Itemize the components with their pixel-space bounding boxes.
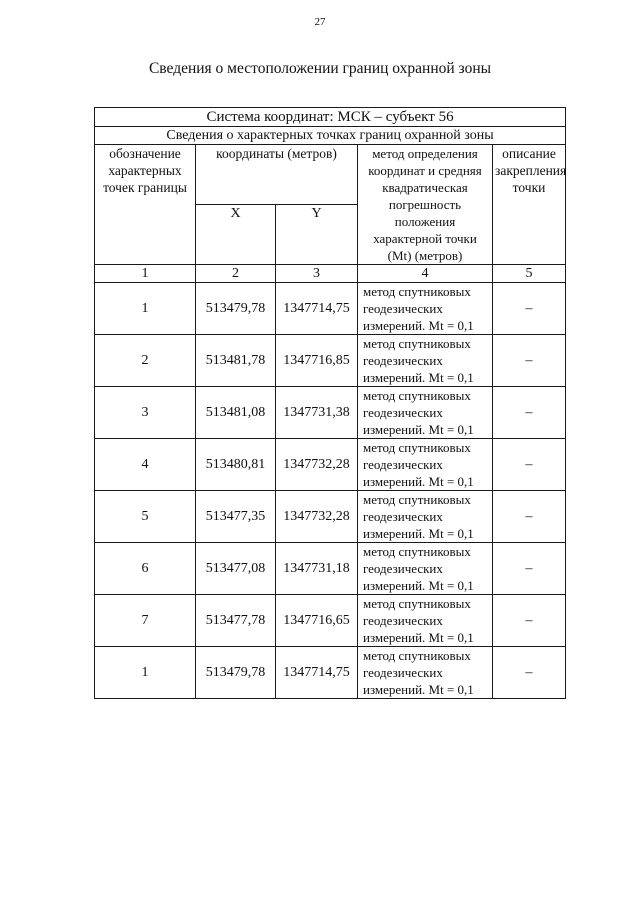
- cell-point: 3: [95, 387, 196, 439]
- table-body: [95, 283, 566, 699]
- header-method: метод определения координат и средняя квадратическая погрешность положения характерной точки (Mt) (метров): [358, 145, 493, 265]
- cell-point: 7: [95, 595, 196, 647]
- table-row: [95, 439, 566, 491]
- column-number: 1: [95, 265, 196, 283]
- cell-method: метод спутниковых геодезических измерений. Mt = 0,1: [358, 335, 493, 387]
- header-row: [95, 145, 566, 205]
- column-number: 4: [358, 265, 493, 283]
- header-coordinates: координаты (метров): [196, 145, 358, 205]
- header-y: Y: [276, 205, 358, 265]
- page-number: 27: [314, 16, 326, 28]
- cell-x: 513481,08: [196, 387, 276, 439]
- cell-method: метод спутниковых геодезических измерений. Mt = 0,1: [358, 491, 493, 543]
- cell-point: 1: [95, 283, 196, 335]
- cell-x: 513477,08: [196, 543, 276, 595]
- cell-point: 4: [95, 439, 196, 491]
- table-row: [95, 595, 566, 647]
- cell-point: 6: [95, 543, 196, 595]
- table-row: [95, 491, 566, 543]
- header-designation: обозначение характерных точек границы: [95, 145, 196, 265]
- cell-y: 1347716,85: [276, 335, 358, 387]
- cell-x: 513479,78: [196, 647, 276, 699]
- cell-description: –: [493, 543, 566, 595]
- cell-description: –: [493, 387, 566, 439]
- table-row: [95, 335, 566, 387]
- column-number-row: [95, 265, 566, 283]
- coordinate-system: Система координат: МСК – субъект 56: [95, 108, 566, 127]
- cell-method: метод спутниковых геодезических измерений. Mt = 0,1: [358, 595, 493, 647]
- column-number: 3: [276, 265, 358, 283]
- info-row: [95, 127, 566, 145]
- table-row: [95, 647, 566, 699]
- cell-y: 1347714,75: [276, 647, 358, 699]
- cell-x: 513479,78: [196, 283, 276, 335]
- cell-description: –: [493, 283, 566, 335]
- column-number: 2: [196, 265, 276, 283]
- cell-x: 513477,78: [196, 595, 276, 647]
- cell-y: 1347731,18: [276, 543, 358, 595]
- cell-description: –: [493, 491, 566, 543]
- table-row: [95, 283, 566, 335]
- system-row: [95, 108, 566, 127]
- cell-description: –: [493, 647, 566, 699]
- cell-x: 513481,78: [196, 335, 276, 387]
- cell-y: 1347732,28: [276, 491, 358, 543]
- cell-description: –: [493, 439, 566, 491]
- cell-x: 513477,35: [196, 491, 276, 543]
- cell-y: 1347731,38: [276, 387, 358, 439]
- cell-method: метод спутниковых геодезических измерений. Mt = 0,1: [358, 439, 493, 491]
- cell-y: 1347716,65: [276, 595, 358, 647]
- cell-point: 2: [95, 335, 196, 387]
- cell-y: 1347732,28: [276, 439, 358, 491]
- document-title: Сведения о местоположении границ охранной зоны: [148, 60, 492, 77]
- cell-method: метод спутниковых геодезических измерений. Mt = 0,1: [358, 543, 493, 595]
- cell-y: 1347714,75: [276, 283, 358, 335]
- table-row: [95, 387, 566, 439]
- cell-description: –: [493, 595, 566, 647]
- cell-point: 5: [95, 491, 196, 543]
- table-row: [95, 543, 566, 595]
- cell-point: 1: [95, 647, 196, 699]
- table-subtitle: Сведения о характерных точках границ охранной зоны: [95, 127, 566, 145]
- header-description: описание закрепления точки: [493, 145, 566, 265]
- cell-x: 513480,81: [196, 439, 276, 491]
- cell-method: метод спутниковых геодезических измерений. Mt = 0,1: [358, 647, 493, 699]
- cell-method: метод спутниковых геодезических измерений. Mt = 0,1: [358, 387, 493, 439]
- boundary-points-table: [94, 107, 566, 699]
- column-number: 5: [493, 265, 566, 283]
- cell-description: –: [493, 335, 566, 387]
- cell-method: метод спутниковых геодезических измерений. Mt = 0,1: [358, 283, 493, 335]
- header-x: X: [196, 205, 276, 265]
